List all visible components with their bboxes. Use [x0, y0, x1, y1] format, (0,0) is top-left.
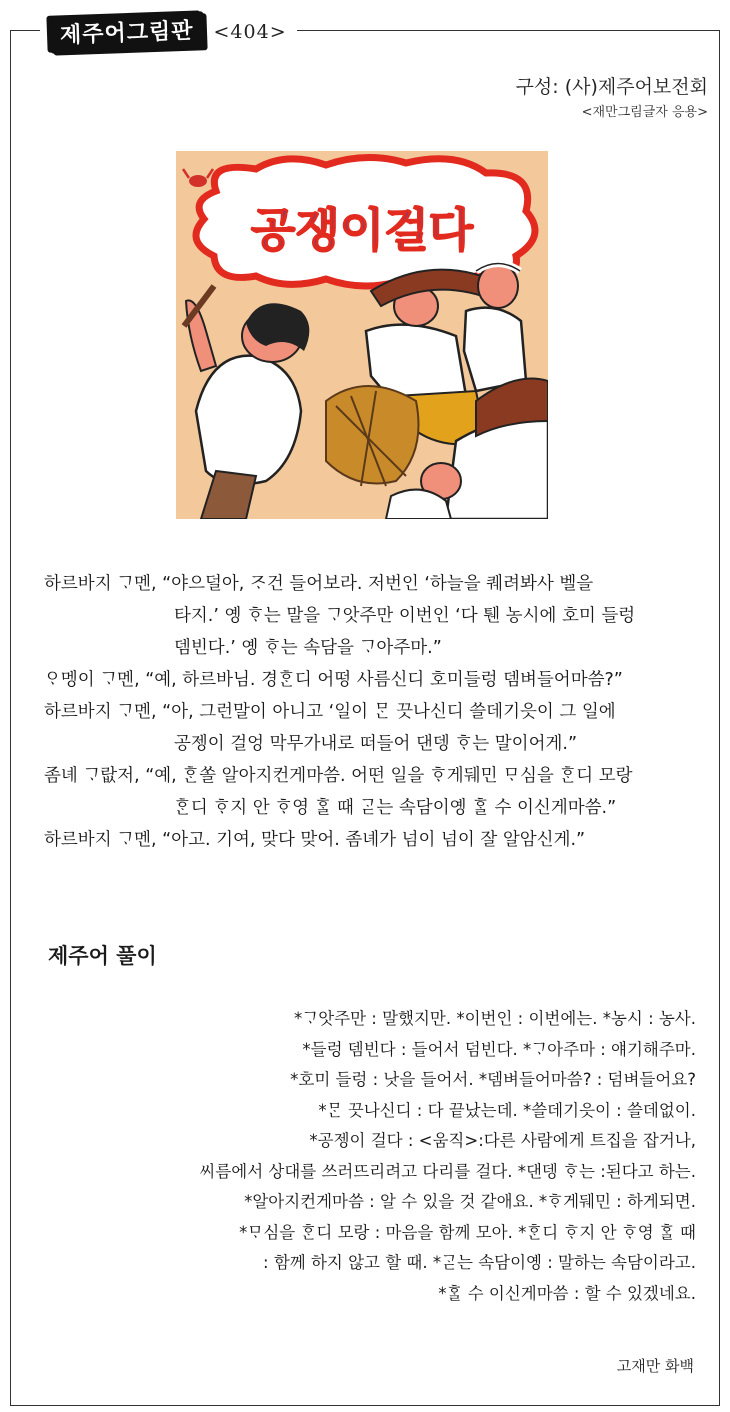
- dialogue-line: 뎀빈다.’ 옝 ᄒᆞ는 속담을 ᄀᆞ아주마.”: [174, 638, 442, 658]
- gloss-line: 씨름에서 상대를 쓰러뜨리려고 다리를 걸다. *댄뎅 ᄒᆞ는 :된다고 하는.: [199, 1161, 696, 1181]
- gloss-line: *ᄒᆞᆯ 수 이신게마씀 : 할 수 있겠네요.: [438, 1283, 696, 1303]
- cartoon-illustration: [176, 151, 548, 519]
- gloss-line: *들렁 뎀빈다 : 들어서 덤빈다. *ᄀᆞ아주마 : 얘기해주마.: [302, 1039, 696, 1059]
- artist-credit: 고재만 화백: [616, 1357, 694, 1375]
- gloss-line: *공젱이 걸다 : <움직>:다른 사람에게 트집을 잡거나,: [309, 1131, 696, 1150]
- dialogue-line: ᄋᆞ멩이 ᄀᆞ멘, “예, 하르바님. 경ᄒᆞᆫ디 어떵 사름신디 호미들렁 뎀벼들어마씀?”: [44, 670, 623, 690]
- dialogue-line: 하르바지 ᄀᆞ멘, “야으덜아, ᄌᆞ건 들어보라. 저번인 ‘하늘을 퀘려봐사 벨을: [44, 574, 594, 594]
- gloss-line: : 함께 하지 않고 할 때. *ᄀᆞᆮ는 속담이옝 : 말하는 속담이라고.: [263, 1253, 696, 1272]
- dialogue-line: 타지.’ 옝 ᄒᆞ는 말을 ᄀᆞ앗주만 이번인 ‘다 퉨 농시에 호미 들렁: [174, 606, 636, 626]
- glossary: [36, 1004, 696, 1309]
- illustration-title: 공쟁이걸다: [250, 203, 474, 257]
- section-title: 제주어 풀이: [48, 944, 157, 968]
- gloss-line: *ᄆᆞᆫ 끗나신디 : 다 끝났는데. *쓸데기읏이 : 쓸데없이.: [318, 1100, 696, 1120]
- gloss-line: *호미 들렁 : 낫을 들어서. *뎀벼들어마씀? : 덤벼들어요?: [290, 1070, 696, 1089]
- gloss-line: *ᄀᆞ앗주만 : 말했지만. *이번인 : 이번에는. *농시 : 농사.: [294, 1009, 696, 1028]
- dialogue-line: ᄒᆞᆫ디 ᄒᆞ지 안 ᄒᆞ영 ᄒᆞᆯ 때 ᄀᆞᆮ는 속담이옝 ᄒᆞᆯ 수 이신게마씀.”: [174, 798, 617, 818]
- gloss-line: *ᄆᆞ심을 ᄒᆞᆫ디 모랑 : 마음을 함께 모아. *ᄒᆞᆫ디 ᄒᆞ지 안 ᄒᆞ영 ᄒᆞᆯ 때: [239, 1222, 696, 1242]
- masthead: [40, 16, 297, 48]
- issue-number: <404>: [213, 21, 287, 43]
- credit: [516, 72, 708, 120]
- dialogue: [44, 568, 704, 856]
- dialogue-line: 하르바지 ᄀᆞ멘, “아고. 기여, 맞다 맞어. 좀녜가 넘이 넘이 잘 알암신게.”: [44, 830, 586, 850]
- grain-bundle: [326, 386, 419, 486]
- credit-organization: 구성: (사)제주어보전회: [515, 76, 708, 98]
- masthead-logo: 제주어그림판: [49, 11, 204, 53]
- dialogue-line: 좀녜 ᄀᆞ랎저, “예, ᄒᆞᆫ쏠 알아지컨게마씀. 어떤 일을 ᄒᆞ게뒈민 ᄆᆞ심을 ᄒᆞᆫ디 모랑: [44, 766, 633, 786]
- dialogue-line: 하르바지 ᄀᆞ멘, “아, 그런말이 아니고 ‘일이 ᄆᆞᆫ 끗나신디 쓸데기읏이 그 일에: [44, 702, 616, 722]
- credit-note: <재만그림글자 응용>: [581, 105, 708, 120]
- gloss-line: *알아지컨게마씀 : 알 수 있을 것 같애요. *ᄒᆞ게뒈민 : 하게되면.: [244, 1192, 696, 1211]
- dialogue-line: 공젱이 걸엉 막무가내로 떠들어 댄뎅 ᄒᆞ는 말이어게.”: [174, 734, 578, 754]
